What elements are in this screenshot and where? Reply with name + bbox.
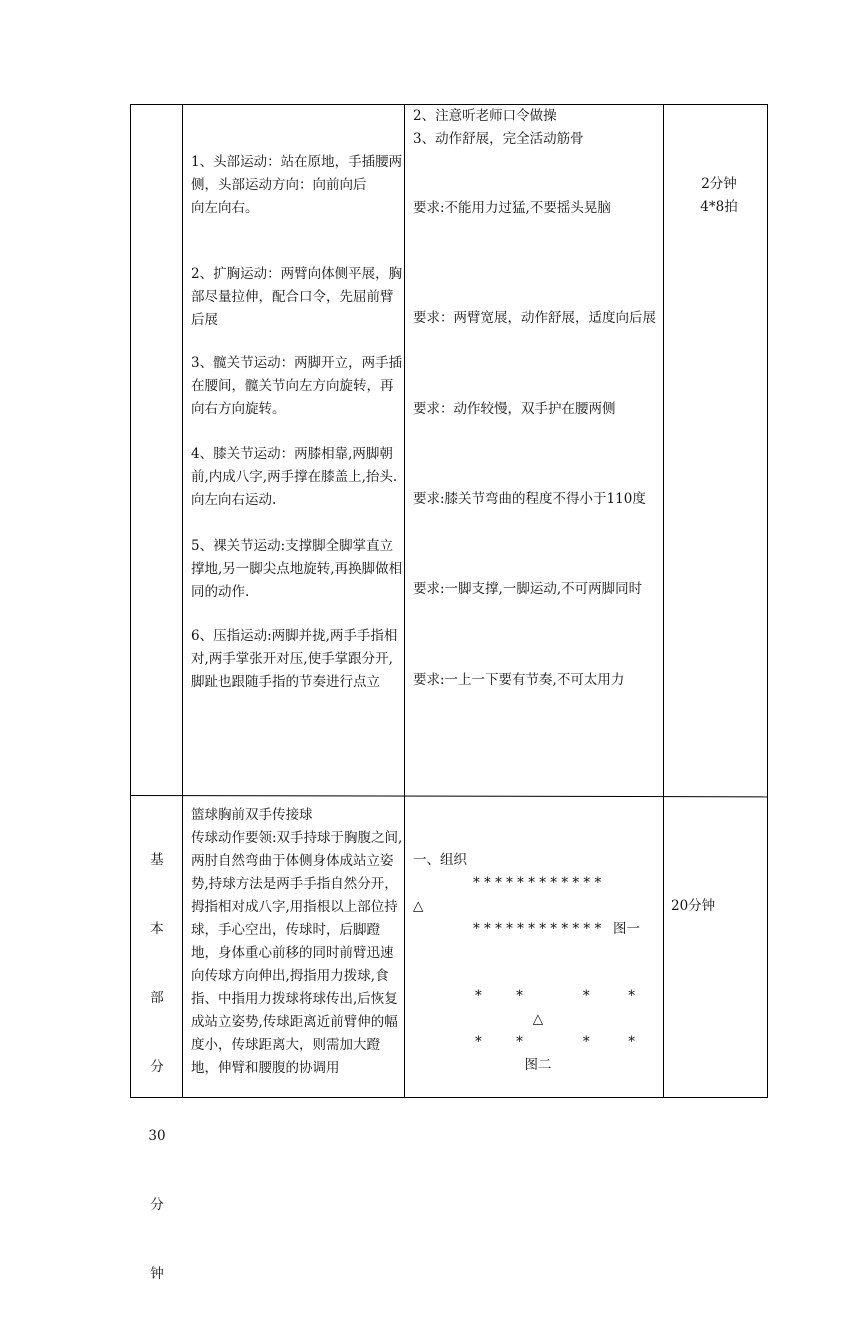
requirement-head: 要求:不能用力过猛,不要摇头晃脑 <box>413 200 611 216</box>
figure2-label: 图二 <box>524 1057 552 1073</box>
formation2-teacher: △ <box>532 1011 544 1027</box>
content-title: 篮球胸前双手传接球 <box>191 807 313 823</box>
requirement-chest: 要求：两臂宽展，动作舒展，适度向后展 <box>413 310 656 326</box>
requirement-ankle: 要求:一脚支撑,一脚运动,不可两脚同时 <box>413 581 643 597</box>
column-divider-3 <box>663 105 664 1097</box>
formation2-row2: * * * * <box>475 1034 636 1050</box>
formation1-row1: * * * * * * * * * * * * <box>473 875 602 891</box>
organization-title: 一、组织 <box>413 852 467 868</box>
time-beats: 4*8拍 <box>700 199 738 215</box>
formation2-row1: * * * * <box>475 988 636 1004</box>
method-item: 3、动作舒展，完全活动筋骨 <box>413 131 584 147</box>
figure1-label: 图一 <box>613 921 640 937</box>
lesson-plan-table <box>130 104 768 1282</box>
formation1-teacher: △ <box>413 898 424 914</box>
content-item-finger: 6、压指运动:两脚并拢,两手手指相对,两手掌张开对压,使手掌跟分开,脚趾也跟随手指的节奏进行点立 <box>191 628 398 690</box>
formation1-row2: * * * * * * * * * * * * <box>473 921 602 937</box>
requirement-finger: 要求:一上一下要有节奏,不可太用力 <box>413 672 625 688</box>
time-duration: 2分钟 <box>701 176 737 192</box>
content-body: 传球动作要领:双手持球于胸腹之间,两肘自然弯曲于体侧身体成站立姿势,持球方法是两手手指自然分开，拇指相对成八字,用指根以上部位持球，手心空出，传球时，后脚蹬地，身体重心前移的同时前臂迅速向传球方向伸出,拇指用力拨球,食指、中指用力拨球将球传出,后恢复成站立姿势,传球距离近前臂伸的幅度小，传球距离大，则需加大蹬地，伸臂和腰腹的协调用 <box>191 830 403 1076</box>
requirement-knee: 要求:膝关节弯曲的程度不得小于110度 <box>413 491 646 507</box>
content-item-hip: 3、髋关节运动：两脚开立，两手插在腰间，髋关节向左方向旋转，再向右方向旋转。 <box>191 355 403 417</box>
method-item: 2、注意听老师口令做操 <box>413 108 557 124</box>
requirement-hip: 要求：动作较慢，双手护在腰两侧 <box>413 401 616 417</box>
content-item-chest: 2、扩胸运动：两臂向体侧平展，胸部尽量拉伸，配合口令，先屈前臂后展 <box>191 266 403 328</box>
content-item-knee: 4、膝关节运动：两膝相靠,两脚朝前,内成八字,两手撑在膝盖上,抬头.向左向右运动. <box>191 446 398 508</box>
content-item-head: 1、头部运动：站在原地，手插腰两侧，头部运动方向：向前向后 向左向右。 <box>191 154 403 216</box>
basic-part-time: 20分钟 <box>671 898 716 914</box>
row-divider <box>131 795 767 797</box>
column-divider-1 <box>182 105 183 1097</box>
section-label: 基 本 部 分 30 分 钟 <box>148 852 166 1282</box>
content-item-ankle: 5、裸关节运动:支撑脚全脚掌直立撑地,另一脚尖点地旋转,再换脚做相同的动作. <box>191 538 403 600</box>
